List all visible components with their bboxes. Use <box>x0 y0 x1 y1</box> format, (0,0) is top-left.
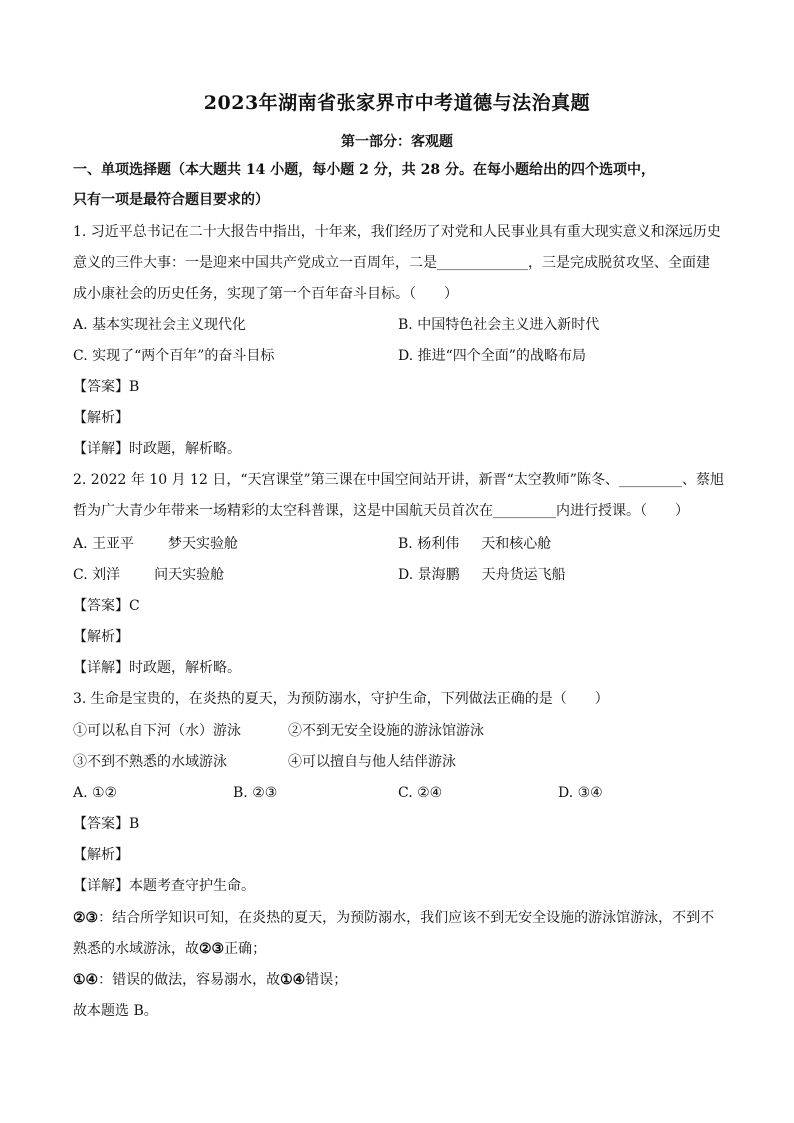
q1-stem-line2: 意义的三件大事：一是迎来中国共产党成立一百周年，二是_____________，三是完成脱贫攻坚、全面建 <box>73 255 710 271</box>
q2-option-a-name: A. 王亚平 <box>73 536 135 552</box>
q3-detail: 【详解】本题考查守护生命。 <box>73 878 255 894</box>
q2-option-b-name: B. 杨利伟 <box>398 536 460 552</box>
q2-option-c-name: C. 刘洋 <box>73 567 121 583</box>
q1-option-c: C. 实现了“两个百年”的奋斗目标 <box>73 348 275 364</box>
q1-stem-line3: 成小康社会的历史任务，实现了第一个百年奋斗目标。（ ） <box>73 286 458 302</box>
q3-statement-4: ④可以擅自与他人结伴游泳 <box>288 754 456 770</box>
q3-explanation-text3a: ：错误的做法，容易溺水，故 <box>98 972 281 988</box>
q3-explanation-mark-23b: ②③ <box>199 941 225 957</box>
q2-stem-line1: 2. 2022 年 10 月 12 日，“天宫课堂”第三课在中国空间站开讲，新晋“太空教师”陈冬、_________、蔡旭 <box>73 472 724 488</box>
q1-stem-line1: 1. 习近平总书记在二十大报告中指出，十年来，我们经历了对党和人民事业具有重大现实意义和深远历史 <box>73 224 721 240</box>
section-heading-line1: 一、单项选择题（本大题共 14 小题，每小题 2 分，共 28 分。在每小题给出的四个选项中， <box>73 162 655 178</box>
q1-detail: 【详解】时政题，解析略。 <box>73 441 241 457</box>
q2-answer: 【答案】C <box>73 598 140 614</box>
q3-explanation-line1 <box>73 908 734 928</box>
q3-explanation-line3 <box>73 970 734 990</box>
q2-detail: 【详解】时政题，解析略。 <box>73 660 241 676</box>
part-heading: 第一部分：客观题 <box>341 134 453 150</box>
q1-option-b: B. 中国特色社会主义进入新时代 <box>398 317 600 333</box>
q2-option-d-name: D. 景海鹏 <box>398 567 460 583</box>
q3-option-d: D. ③④ <box>558 785 603 801</box>
q3-option-b: B. ②③ <box>233 785 278 801</box>
page-title: 2023年湖南省张家界市中考道德与法治真题 <box>203 92 591 114</box>
q3-explanation-mark-14b: ①④ <box>280 972 306 988</box>
q3-stem: 3. 生命是宝贵的，在炎热的夏天，为预防溺水，守护生命，下列做法正确的是（ ） <box>73 691 609 707</box>
q3-explanation-text3b: 错误； <box>305 972 348 988</box>
q3-explanation-line2 <box>73 939 734 959</box>
q2-option-c <box>73 565 224 585</box>
q1-answer: 【答案】B <box>73 379 140 395</box>
q3-statement-2: ②不到无安全设施的游泳馆游泳 <box>288 723 484 739</box>
q2-option-d-item: 天舟货运飞船 <box>481 567 566 583</box>
q3-conclusion: 故本题选 B。 <box>73 1003 158 1019</box>
q2-analysis-label: 【解析】 <box>73 629 129 645</box>
q2-option-a <box>73 534 238 554</box>
q1-analysis-label: 【解析】 <box>73 410 129 426</box>
q3-answer: 【答案】B <box>73 816 140 832</box>
q1-option-d: D. 推进“四个全面”的战略布局 <box>398 348 586 364</box>
q2-option-b <box>398 534 551 554</box>
q3-explanation-text2b: 正确； <box>224 941 267 957</box>
q1-option-a: A. 基本实现社会主义现代化 <box>73 317 247 333</box>
q3-analysis-label: 【解析】 <box>73 847 129 863</box>
section-heading-line2: 只有一项是最符合题目要求的） <box>73 192 269 208</box>
q2-option-b-item: 天和核心舱 <box>481 536 552 552</box>
q3-statement-3: ③不到不熟悉的水域游泳 <box>73 754 227 770</box>
q3-option-a: A. ①② <box>73 785 118 801</box>
q2-stem-line2: 哲为广大青少年带来一场精彩的太空科普课，这是中国航天员首次在_________内进行授课。（ ） <box>73 503 689 519</box>
q3-statement-1: ①可以私自下河（水）游泳 <box>73 723 241 739</box>
q2-option-a-item: 梦天实验舱 <box>168 536 239 552</box>
q3-explanation-text2a: 熟悉的水域游泳，故 <box>73 941 199 957</box>
q3-option-c: C. ②④ <box>398 785 443 801</box>
q2-option-c-item: 问天实验舱 <box>154 567 225 583</box>
q2-option-d <box>398 565 566 585</box>
q3-explanation-mark-14: ①④ <box>73 972 99 988</box>
q3-explanation-mark-23: ②③ <box>73 910 99 926</box>
q3-explanation-text1: ：结合所学知识可知，在炎热的夏天，为预防溺水，我们应该不到无安全设施的游泳馆游泳，不到不 <box>98 910 715 926</box>
